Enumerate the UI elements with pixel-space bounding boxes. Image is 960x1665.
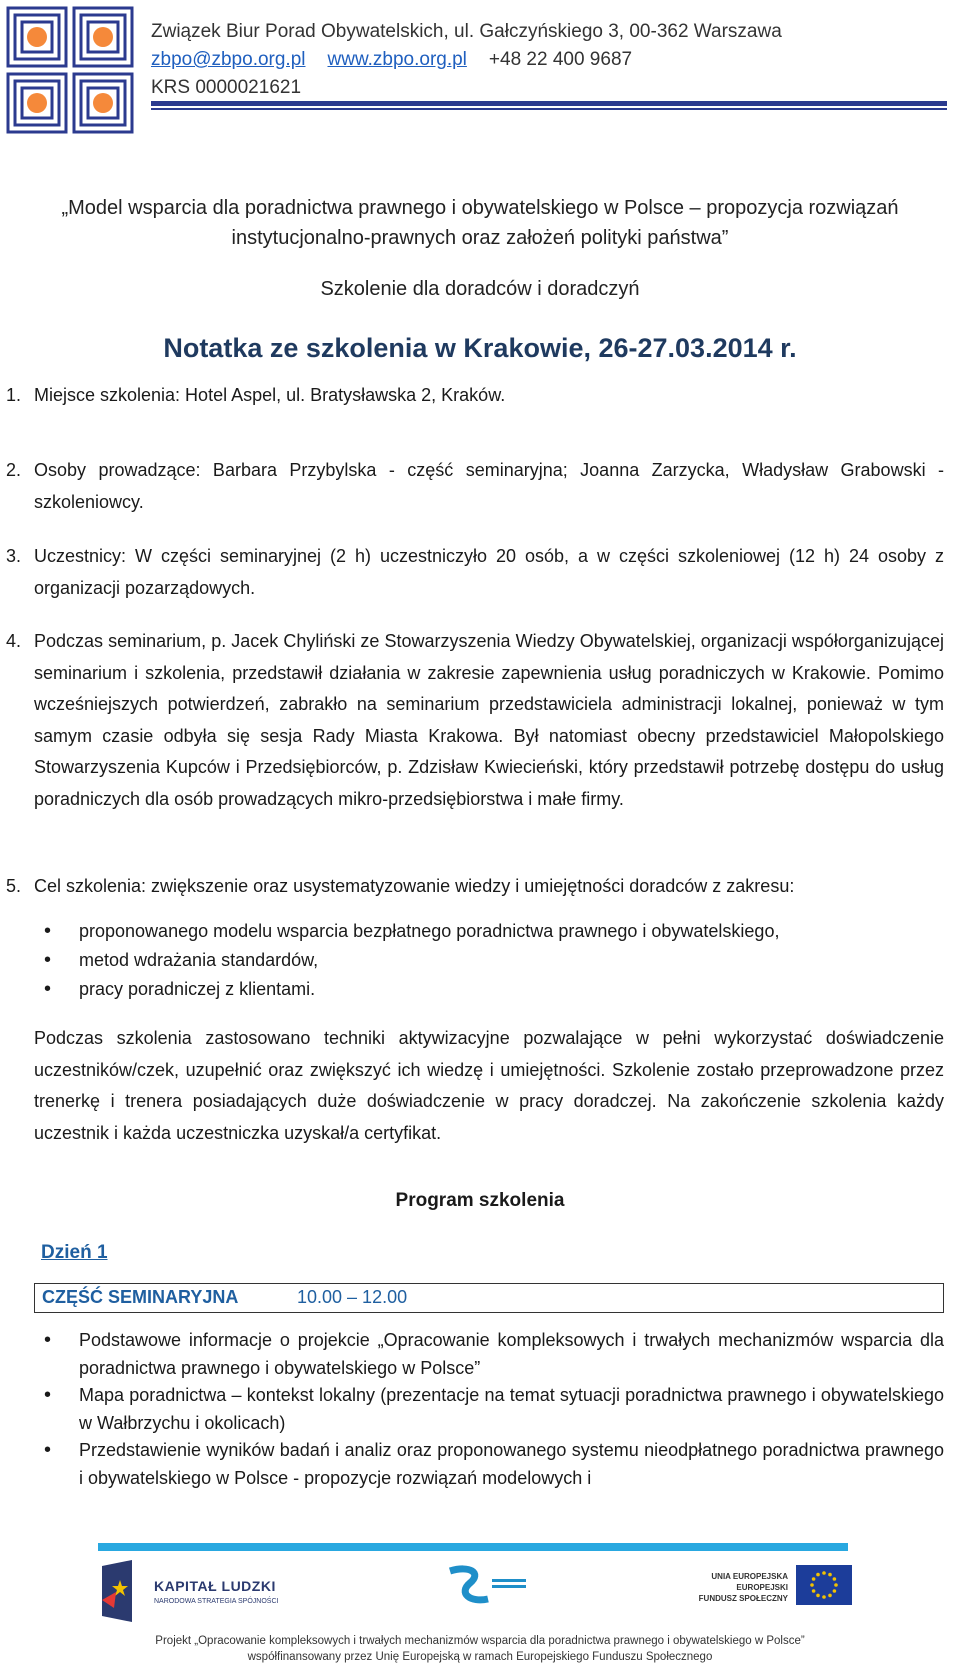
program-topics (44, 1327, 944, 1492)
list-item: • Przedstawienie wyników badań i analiz oraz proponowanego systemu nieodpłatnego poradnictwa prawnego i obywatelskiego w Polsce - propozycje rozwiązań modelowych i (44, 1437, 944, 1492)
eu-line-3: FUNDUSZ SPOŁECZNY (698, 1594, 788, 1603)
methods-paragraph: Podczas szkolenia zastosowano techniki aktywizacyjne pozwalające w pełni wykorzystać doświadczenie uczestników/czek, uzupełnić oraz zwiększyć ich wiedzę i umiejętności. Szkolenie zostało przeprowadzone przez trenerkę i trenera posiadających duże doświadczenie w pracy doradczej. Na zakończenie szkolenia każdy uczestnik i każda uczestniczka uzyskał/a certyfikat. (34, 1028, 944, 1143)
item-text: Uczestnicy: W części seminaryjnej (2 h) uczestniczyło 20 osób, a w części szkoleniowej (12 h) 24 osoby z organizacji pozarządowych. (34, 546, 944, 598)
title-line-2: instytucjonalno-prawnych oraz założeń polityki państwa” (231, 227, 729, 249)
header-rule-thick (151, 101, 947, 106)
poradnictwo-icon (440, 1563, 530, 1613)
item-4 (6, 626, 944, 815)
zbpo-logo (6, 6, 134, 134)
eu-logo (692, 1565, 852, 1613)
document-subtitle: Szkolenie dla doradców i doradczyń (320, 278, 640, 300)
zbpo-logo-icon (6, 6, 134, 134)
item-5 (6, 871, 944, 903)
day-heading: Dzień 1 (41, 1242, 108, 1263)
item-3 (6, 541, 944, 604)
org-address: Związek Biur Porad Obywatelskich, ul. Gałczyńskiego 3, 00-362 Warszawa (151, 21, 782, 42)
email-link[interactable]: zbpo@zbpo.org.pl (151, 49, 306, 70)
item-text: Podczas seminarium, p. Jacek Chyliński ze Stowarzyszenia Wiedzy Obywatelskiej, organizacji współorganizującej seminarium i szkolenia, przedstawił działania w zakresie zapewnienia usług poradniczych w Krakowie. Pomimo wcześniejszych potwierdzeń, zabrakło na seminarium przedstawiciela administracji lokalnej, ponieważ w tym samym czasie odbyła się sesja Rady Miasta Krakowa. Był natomiast obecny przedstawiciel Małopolskiego Stowarzyszenia Kupców i Przedsiębiorców, p. Zdzisław Kwiecieński, który przedstawił potrzebę dostępu do usług poradniczych dla osób prowadzących mikro-przedsiębiorstwa i małe firmy. (34, 631, 944, 809)
footer-bar (98, 1543, 848, 1551)
item-number: 1. (6, 385, 22, 405)
item-number: 2. (6, 460, 22, 480)
item-text: Miejsce szkolenia: Hotel Aspel, ul. Bratysławska 2, Kraków. (34, 385, 506, 405)
eu-stars-icon (796, 1565, 852, 1605)
item-2 (6, 455, 944, 518)
session-label: CZĘŚĆ SEMINARYJNA (42, 1287, 239, 1307)
session-time: 10.00 – 12.00 (297, 1287, 408, 1307)
zbpo-footer-logo (440, 1563, 530, 1613)
item-number: 5. (6, 876, 22, 896)
item-1 (6, 380, 944, 412)
kl-title: KAPITAŁ LUDZKI (154, 1578, 276, 1594)
document-title (0, 193, 960, 253)
phone-number: +48 22 400 9687 (488, 49, 633, 70)
session-box (34, 1283, 944, 1313)
kapital-ludzki-icon (98, 1556, 150, 1626)
item-number: 3. (6, 546, 22, 566)
title-line-1: „Model wsparcia dla poradnictwa prawnego i obywatelskiego w Polsce – propozycja rozwiązań (61, 197, 899, 219)
header-rule-thin (151, 108, 947, 110)
kapital-ludzki-logo (98, 1556, 318, 1626)
list-item: • metod wdrażania standardów, (44, 946, 944, 975)
item-text: Osoby prowadzące: Barbara Przybylska - część seminaryjna; Joanna Zarzycka, Władysław Grabowski - szkoleniowcy. (34, 460, 944, 512)
kl-subtitle: NARODOWA STRATEGIA SPÓJNOŚCI (154, 1598, 279, 1605)
eu-line-2: EUROPEJSKI (736, 1583, 788, 1592)
item-number: 4. (6, 631, 22, 651)
eu-text (699, 1571, 788, 1604)
list-item: • Podstawowe informacje o projekcie „Opracowanie kompleksowych i trwałych mechanizmów wsparcia dla poradnictwa prawnego i obywatelskiego w Polsce” (44, 1327, 944, 1382)
goals-list (44, 917, 944, 1004)
project-line-2: współfinansowany przez Unię Europejską w ramach Europejskiego Funduszu Społecznego (247, 1651, 713, 1663)
item-text: Cel szkolenia: zwiększenie oraz usystematyzowanie wiedzy i umiejętności doradców z zakresu: (34, 876, 795, 896)
document-heading: Notatka ze szkolenia w Krakowie, 26-27.03.2014 r. (163, 333, 797, 363)
footer-project-text (0, 1633, 960, 1665)
header-contact (151, 18, 782, 102)
website-link[interactable]: www.zbpo.org.pl (327, 49, 467, 70)
eu-line-1: UNIA EUROPEJSKA (711, 1572, 788, 1581)
eu-flag-icon (796, 1565, 852, 1605)
project-line-1: Projekt „Opracowanie kompleksowych i trwałych mechanizmów wsparcia dla poradnictwa prawnego i obywatelskiego w Polsce” (155, 1635, 805, 1647)
list-item: • Mapa poradnictwa – kontekst lokalny (prezentacje na temat sytuacji poradnictwa prawnego i obywatelskiego w Wałbrzychu i okolicach) (44, 1382, 944, 1437)
program-title: Program szkolenia (395, 1190, 565, 1211)
list-item: • pracy poradniczej z klientami. (44, 975, 944, 1004)
krs-number: KRS 0000021621 (151, 77, 302, 98)
list-item: • proponowanego modelu wsparcia bezpłatnego poradnictwa prawnego i obywatelskiego, (44, 917, 944, 946)
